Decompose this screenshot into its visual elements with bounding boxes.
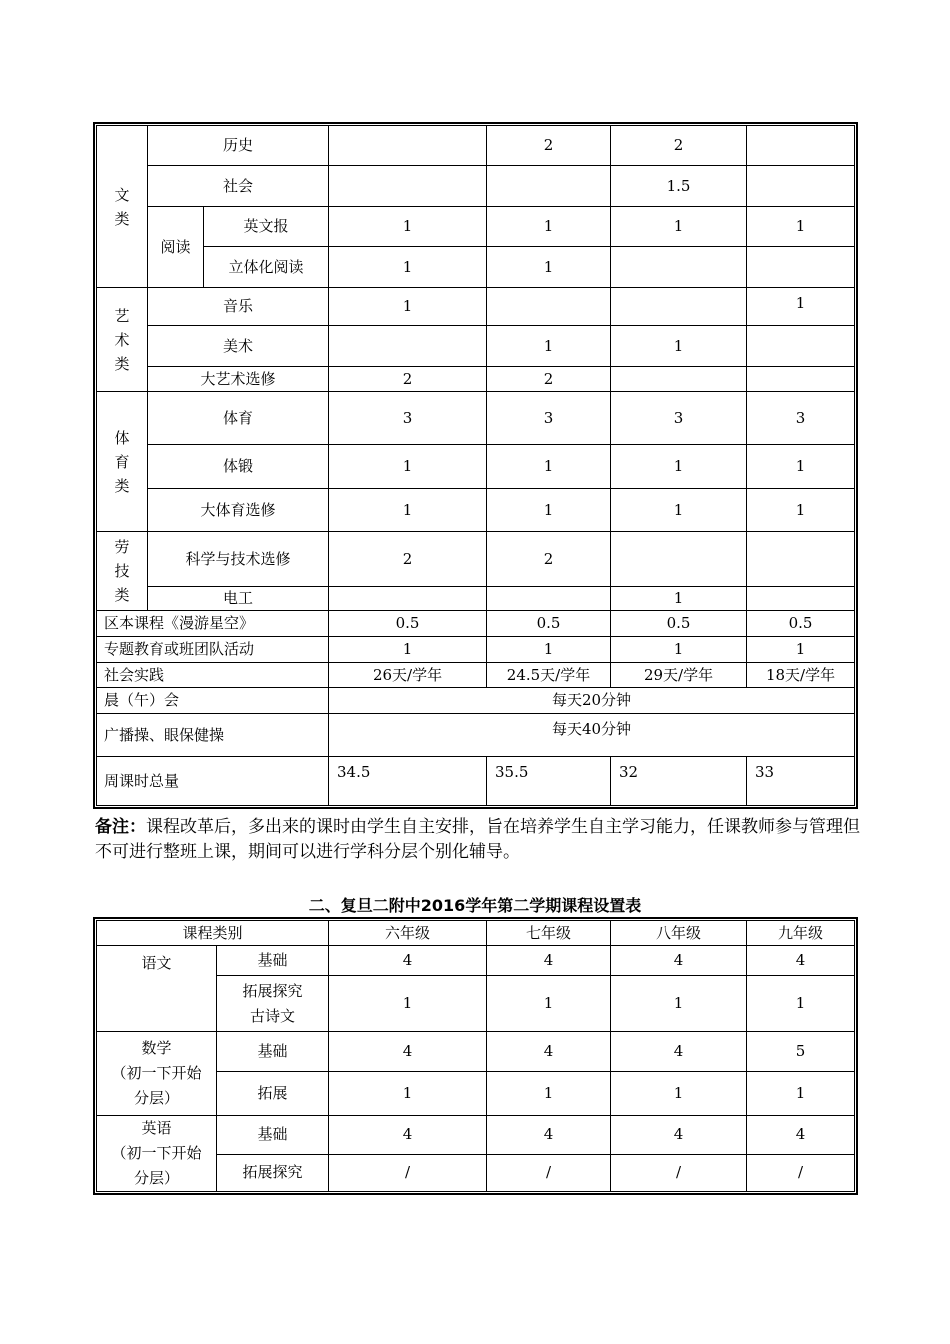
- value-grade8: 1: [611, 207, 747, 247]
- value-grade7: /: [487, 1154, 611, 1192]
- value-grade7: 4: [487, 1116, 611, 1155]
- value-grade7: 1: [487, 976, 611, 1032]
- header-grade8: 八年级: [611, 921, 747, 946]
- value-grade8: 29天/学年: [611, 663, 747, 688]
- value-grade6: [329, 166, 487, 207]
- value-grade9: 1: [747, 489, 855, 532]
- course-label: 周课时总量: [97, 757, 329, 806]
- header-grade6: 六年级: [329, 921, 487, 946]
- value-all-grades: 每天20分钟: [329, 688, 855, 714]
- value-grade6: [329, 587, 487, 611]
- category-wenlei: 文 类: [97, 126, 148, 288]
- value-grade8: 1: [611, 587, 747, 611]
- subject-math: [97, 1032, 217, 1116]
- remark-label: 备注：: [95, 817, 146, 837]
- value-grade6: 2: [329, 367, 487, 392]
- value-grade6: [329, 326, 487, 367]
- row-broadcast-exercise: [97, 714, 855, 757]
- value-grade6: 1: [329, 976, 487, 1032]
- course-label-line2: 古诗文: [250, 1006, 296, 1025]
- row-topic-education: [97, 637, 855, 663]
- subject-note-line1: （初一下开始: [111, 1064, 202, 1082]
- row-society: [97, 166, 855, 207]
- value-grade7: [487, 587, 611, 611]
- row-morning-meeting: [97, 688, 855, 714]
- course-label: 历史: [148, 126, 329, 166]
- value-grade6: 0.5: [329, 611, 487, 637]
- value-grade6: 1: [329, 445, 487, 489]
- value-grade8: 4: [611, 1116, 747, 1155]
- course-label: 广播操、眼保健操: [97, 714, 329, 757]
- value-grade8: 2: [611, 126, 747, 166]
- value-grade7: [487, 288, 611, 326]
- value-all-grades: 每天40分钟: [329, 714, 855, 757]
- value-grade8: 1: [611, 976, 747, 1032]
- value-grade9: 18天/学年: [747, 663, 855, 688]
- value-grade8: [611, 532, 747, 587]
- row-english-basic: [97, 1116, 855, 1155]
- course-label: 音乐: [148, 288, 329, 326]
- value-grade9: [747, 587, 855, 611]
- value-grade6: 1: [329, 207, 487, 247]
- value-grade6: 26天/学年: [329, 663, 487, 688]
- value-grade7: 35.5: [487, 757, 611, 806]
- value-grade9: 33: [747, 757, 855, 806]
- value-grade7: 4: [487, 1032, 611, 1072]
- header-grade7: 七年级: [487, 921, 611, 946]
- value-grade8: [611, 247, 747, 288]
- value-grade9: 1: [747, 207, 855, 247]
- value-grade9: [747, 126, 855, 166]
- value-grade8: 1: [611, 489, 747, 532]
- value-grade8: [611, 288, 747, 326]
- value-grade6: 4: [329, 1116, 487, 1155]
- value-grade7: 1: [487, 489, 611, 532]
- value-grade8: 4: [611, 946, 747, 976]
- course-label: 英文报: [204, 207, 329, 247]
- value-grade6: 1: [329, 288, 487, 326]
- course-label: 大艺术选修: [148, 367, 329, 392]
- value-grade7: 2: [487, 532, 611, 587]
- value-grade9: 3: [747, 392, 855, 445]
- category-art: 艺 术 类: [97, 288, 148, 392]
- value-grade9: 0.5: [747, 611, 855, 637]
- value-grade8: 4: [611, 1032, 747, 1072]
- value-grade8: 1: [611, 326, 747, 367]
- value-grade6: 1: [329, 1072, 487, 1116]
- value-grade6: 4: [329, 946, 487, 976]
- value-grade7: 0.5: [487, 611, 611, 637]
- value-grade9: 1: [747, 445, 855, 489]
- course-label: 电工: [148, 587, 329, 611]
- value-grade7: 1: [487, 445, 611, 489]
- header-grade9: 九年级: [747, 921, 855, 946]
- row-history: [97, 126, 855, 166]
- value-grade8: 1: [611, 637, 747, 663]
- course-label: 社会: [148, 166, 329, 207]
- value-grade9: 1: [747, 637, 855, 663]
- value-grade9: [747, 247, 855, 288]
- subject-chinese: 语文: [97, 946, 217, 1032]
- value-grade7: 24.5天/学年: [487, 663, 611, 688]
- reading-group-label: 阅读: [148, 207, 204, 288]
- course-label: 基础: [217, 946, 329, 976]
- course-label: 晨（午）会: [97, 688, 329, 714]
- value-grade7: 1: [487, 326, 611, 367]
- value-grade9: 1: [747, 288, 855, 326]
- row-music: [97, 288, 855, 326]
- course-label-line1: 拓展探究: [242, 981, 303, 1000]
- value-grade8: 3: [611, 392, 747, 445]
- value-grade7: 1: [487, 247, 611, 288]
- value-grade9: 4: [747, 1116, 855, 1155]
- subject-note-line2: 分层）: [133, 1169, 179, 1187]
- value-grade9: [747, 166, 855, 207]
- course-setting-table: [96, 920, 855, 1192]
- row-art-elective: [97, 367, 855, 392]
- value-grade9: 1: [747, 1072, 855, 1116]
- value-grade9: 5: [747, 1032, 855, 1072]
- course-label: 大体育选修: [148, 489, 329, 532]
- course-label: 区本课程《漫游星空》: [97, 611, 329, 637]
- row-chinese-basic: [97, 946, 855, 976]
- row-english-paper: [97, 207, 855, 247]
- course-label: [217, 976, 329, 1032]
- row-math-basic: [97, 1032, 855, 1072]
- value-grade9: [747, 532, 855, 587]
- row-district-course: [97, 611, 855, 637]
- value-grade6: 1: [329, 637, 487, 663]
- value-grade7: 1: [487, 637, 611, 663]
- subject-note-line2: 分层）: [133, 1089, 179, 1107]
- value-grade6: 3: [329, 392, 487, 445]
- course-label: 基础: [217, 1116, 329, 1155]
- subject-english: [97, 1116, 217, 1192]
- table2-title: 二、复旦二附中2016学年第二学期课程设置表: [308, 896, 642, 915]
- category-labor: 劳 技 类: [97, 532, 148, 611]
- value-grade7: [487, 166, 611, 207]
- row-weekly-total: [97, 757, 855, 806]
- course-label: 社会实践: [97, 663, 329, 688]
- course-label: 立体化阅读: [204, 247, 329, 288]
- header-row: [97, 921, 855, 946]
- category-pe: 体 育 类: [97, 392, 148, 532]
- value-grade9: 1: [747, 976, 855, 1032]
- remark-text: 课程改革后，多出来的课时由学生自主安排，旨在培养学生自主学习能力，任课教师参与管理但不可进行整班上课，期间可以进行学科分层个别化辅导。: [95, 817, 860, 862]
- value-grade8: 1.5: [611, 166, 747, 207]
- row-electric: [97, 587, 855, 611]
- row-social-practice: [97, 663, 855, 688]
- value-grade9: [747, 367, 855, 392]
- value-grade7: 3: [487, 392, 611, 445]
- value-grade9: /: [747, 1154, 855, 1192]
- course-label: 美术: [148, 326, 329, 367]
- header-category: 课程类别: [97, 921, 329, 946]
- value-grade8: 32: [611, 757, 747, 806]
- course-label: 拓展探究: [217, 1154, 329, 1192]
- remark-paragraph: [95, 815, 865, 865]
- value-grade9: [747, 326, 855, 367]
- course-label: 基础: [217, 1032, 329, 1072]
- value-grade6: [329, 126, 487, 166]
- row-exercise: [97, 445, 855, 489]
- subject-note-line1: （初一下开始: [111, 1144, 202, 1162]
- value-grade6: 34.5: [329, 757, 487, 806]
- course-label: 体锻: [148, 445, 329, 489]
- value-grade6: 1: [329, 489, 487, 532]
- value-grade7: 2: [487, 126, 611, 166]
- value-grade7: 2: [487, 367, 611, 392]
- course-label: 拓展: [217, 1072, 329, 1116]
- value-grade6: /: [329, 1154, 487, 1192]
- row-fine-arts: [97, 326, 855, 367]
- value-grade9: 4: [747, 946, 855, 976]
- course-label: 专题教育或班团队活动: [97, 637, 329, 663]
- value-grade8: [611, 367, 747, 392]
- value-grade6: 2: [329, 532, 487, 587]
- course-label: 科学与技术选修: [148, 532, 329, 587]
- value-grade8: 1: [611, 1072, 747, 1116]
- row-pe: [97, 392, 855, 445]
- course-label: 体育: [148, 392, 329, 445]
- value-grade7: 4: [487, 946, 611, 976]
- row-3d-reading: [97, 247, 855, 288]
- value-grade6: 1: [329, 247, 487, 288]
- value-grade6: 4: [329, 1032, 487, 1072]
- value-grade8: 0.5: [611, 611, 747, 637]
- row-sci-tech: [97, 532, 855, 587]
- value-grade7: 1: [487, 1072, 611, 1116]
- subject-name: 英语: [141, 1119, 172, 1137]
- value-grade8: /: [611, 1154, 747, 1192]
- value-grade8: 1: [611, 445, 747, 489]
- subject-name: 数学: [141, 1039, 172, 1057]
- course-table-continued: [96, 125, 855, 806]
- value-grade7: 1: [487, 207, 611, 247]
- row-pe-elective: [97, 489, 855, 532]
